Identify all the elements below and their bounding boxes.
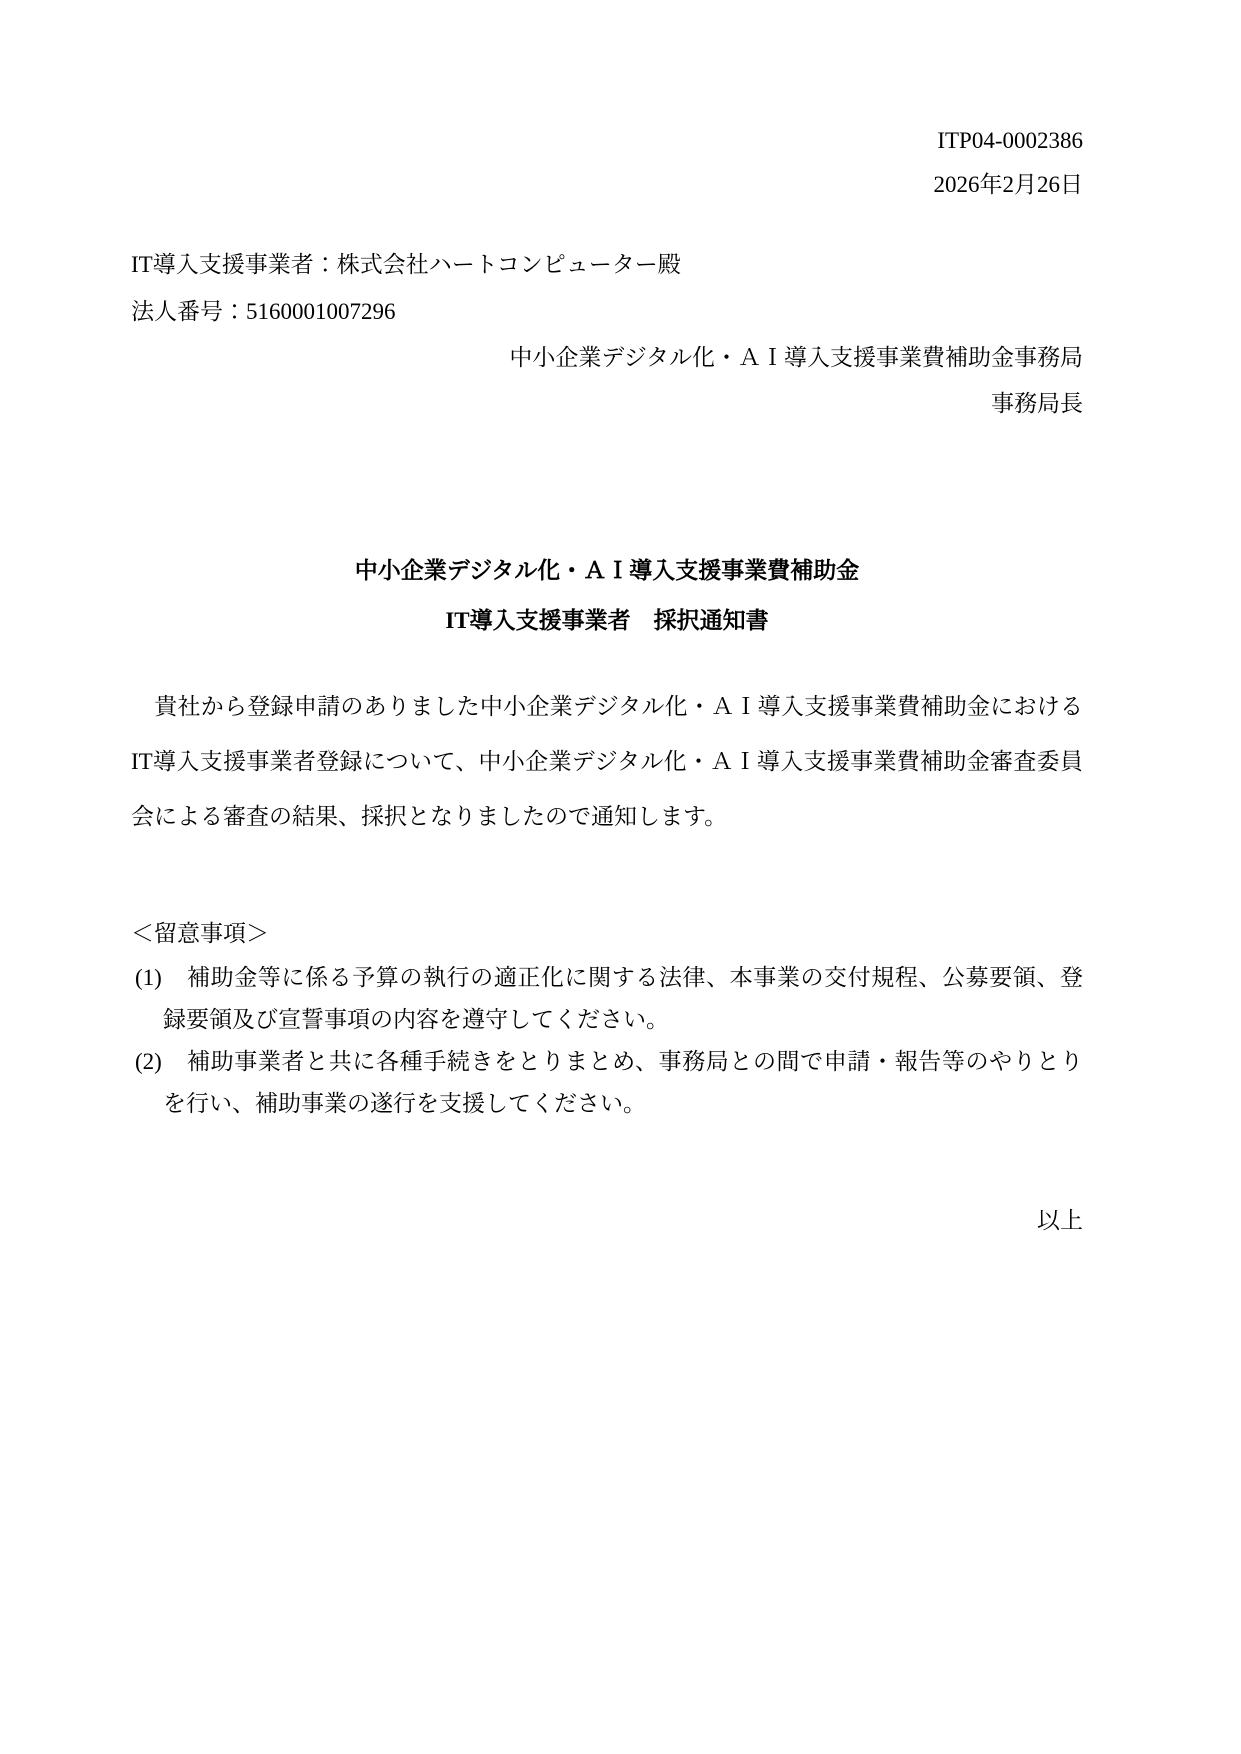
note-text-2: 補助事業者と共に各種手続きをとりまとめ、事務局との間で申請・報告等のやりとりを行い、補助事業の遂行を支援してください。	[163, 1049, 1083, 1116]
sender-organization: 中小企業デジタル化・ＡＩ導入支援事業費補助金事務局	[509, 345, 1083, 370]
addressee-corporate-number: 法人番号：5160001007296	[131, 299, 396, 324]
note-item-1	[131, 957, 1083, 1041]
title-line-1: 中小企業デジタル化・ＡＩ導入支援事業費補助金	[354, 558, 860, 583]
sender-role: 事務局長	[991, 391, 1083, 416]
doc-date: 2026年2月26日	[933, 172, 1083, 197]
note-marker-2: (2)	[135, 1049, 162, 1074]
sender-block	[131, 335, 1083, 427]
document-content	[131, 0, 1083, 1242]
notes-list	[131, 957, 1083, 1125]
title-line-2: IT導入支援事業者 採択通知書	[445, 608, 769, 633]
addressee-name: IT導入支援事業者：株式会社ハートコンピューター殿	[131, 252, 681, 277]
body-paragraph: 貴社から登録申請のありました中小企業デジタル化・ＡＩ導入支援事業費補助金におけるIT導入支援事業者登録について、中小企業デジタル化・ＡＩ導入支援事業費補助金審査委員会による審査の結果、採択となりましたので通知します。	[131, 694, 1083, 829]
notes-heading: ＜留意事項＞	[131, 921, 269, 946]
document-title	[131, 546, 1083, 646]
closing-phrase: 以上	[1037, 1208, 1083, 1233]
document-header	[131, 119, 1083, 207]
note-item-2	[131, 1041, 1083, 1125]
note-marker-1: (1)	[135, 965, 162, 990]
addressee-block	[131, 241, 1083, 335]
note-text-1: 補助金等に係る予算の執行の適正化に関する法律、本事業の交付規程、公募要領、登録要領及び宣誓事項の内容を遵守してください。	[163, 965, 1084, 1032]
doc-number: ITP04-0002386	[937, 128, 1083, 153]
